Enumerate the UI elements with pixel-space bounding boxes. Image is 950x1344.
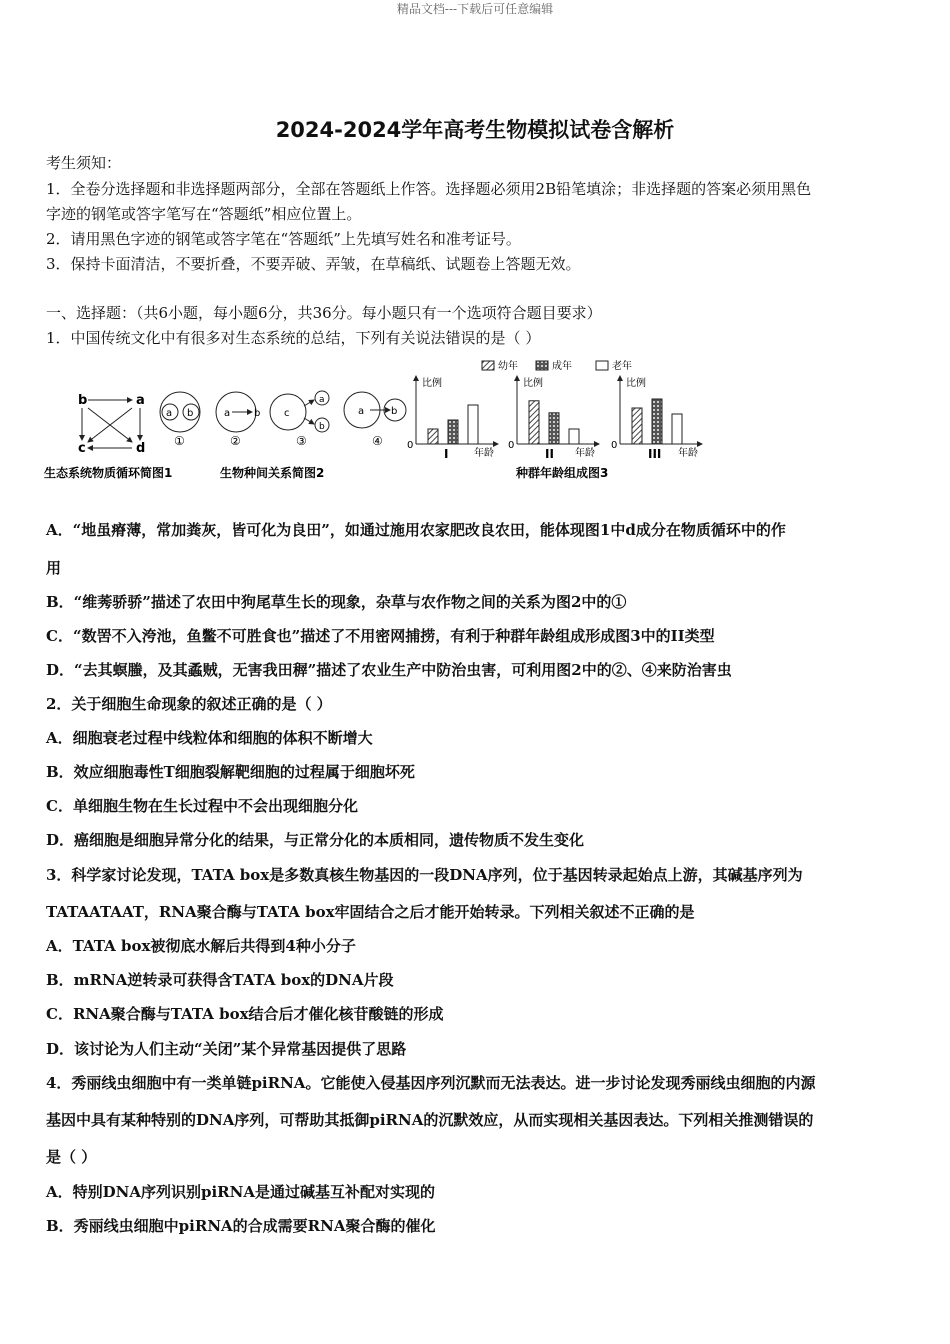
chart-2-zero: 0 xyxy=(508,440,515,451)
species-c: c xyxy=(284,408,290,419)
q2-option-c: C．单细胞生物在生长过程中不会出现细胞分化 xyxy=(46,797,358,815)
notice-item-1: 1．全卷分选择题和非选择题两部分，全部在答题纸上作答。选择题必须用2B铅笔填涂；非选择题的答案必须用黑色 xyxy=(46,180,812,198)
chart-2-ylabel: 比例 xyxy=(523,378,543,389)
species-b-4: b xyxy=(391,406,398,417)
q1-option-d: D．“去其螟螣，及其蟊贼，无害我田稺”描述了农业生产中防治虫害，可利用图2中的②、④来防治害虫 xyxy=(46,661,732,679)
chart-2-bar-1 xyxy=(529,401,539,444)
circle-label-2: ② xyxy=(230,434,241,448)
caption-figure-1: 生态系统物质循环简图1 xyxy=(44,466,173,480)
chart-2-xlabel: 年龄 xyxy=(575,448,595,459)
chart-3-bar-2 xyxy=(652,399,662,444)
question-1-figure xyxy=(40,352,720,492)
q1-option-a-cont: 用 xyxy=(46,559,62,577)
question-3-stem-cont: TATAATAAT，RNA聚合酶与TATA box牢固结合之后才能开始转录。下列相关叙述不正确的是 xyxy=(46,903,695,921)
chart-1-bar-3 xyxy=(468,405,478,444)
chart-2-title: II xyxy=(545,447,554,461)
q2-option-d: D．癌细胞是细胞异常分化的结果，与正常分化的本质相同，遗传物质不发生变化 xyxy=(46,831,585,849)
legend-young: 幼年 xyxy=(498,361,518,372)
chart-1-title: I xyxy=(444,447,449,461)
q3-option-b: B．mRNA逆转录可获得含TATA box的DNA片段 xyxy=(46,971,394,989)
q1-option-b: B．“维莠骄骄”描述了农田中狗尾草生长的现象，杂草与农作物之间的关系为图2中的① xyxy=(46,593,627,611)
chart-3-bar-1 xyxy=(632,408,642,444)
chart-2-bar-3 xyxy=(569,429,579,444)
caption-figure-2: 生物种间关系简图2 xyxy=(220,466,325,480)
q3-option-d: D．该讨论为人们主动“关闭”某个异常基因提供了思路 xyxy=(46,1040,407,1058)
question-4-stem: 4．秀丽线虫细胞中有一类单链piRNA。它能使入侵基因序列沉默而无法表达。进一步讨论发现秀丽线虫细胞的内源 xyxy=(46,1074,816,1092)
cycle-node-d: d xyxy=(136,441,146,456)
chart-1-bar-2 xyxy=(448,420,458,444)
q4-option-a: A．特别DNA序列识别piRNA是通过碱基互补配对实现的 xyxy=(46,1183,435,1201)
notice-heading: 考生须知： xyxy=(46,154,122,172)
cycle-node-a: a xyxy=(136,393,145,408)
page-title: 2024-2024学年高考生物模拟试卷含解析 xyxy=(275,118,675,142)
q3-option-a: A．TATA box被彻底水解后共得到4种小分子 xyxy=(46,937,356,955)
species-a-4: a xyxy=(358,406,365,417)
question-2-stem: 2．关于细胞生命现象的叙述正确的是（ ） xyxy=(46,695,332,713)
q3-option-c: C．RNA聚合酶与TATA box结合后才催化核苷酸链的形成 xyxy=(46,1005,444,1023)
chart-3-xlabel: 年龄 xyxy=(678,448,698,459)
legend-swatch-adult xyxy=(536,361,548,370)
chart-1-ylabel: 比例 xyxy=(422,378,442,389)
cycle-node-c: c xyxy=(78,441,86,456)
q1-option-c: C．“数罟不入洿池，鱼鳖不可胜食也”描述了不用密网捕捞，有利于种群年龄组成形成图3中的II类型 xyxy=(46,627,715,645)
q1-option-a: A．“地虽瘠薄，常加粪灰，皆可化为良田”，如通过施用农家肥改良农田，能体现图1中d成分在物质循环中的作 xyxy=(46,521,786,539)
species-a-3: a xyxy=(319,395,325,405)
species-a-2: a xyxy=(224,408,231,419)
notice-item-2: 2．请用黑色字迹的钢笔或答字笔在“答题纸”上先填写姓名和准考证号。 xyxy=(46,230,521,248)
species-a-1: a xyxy=(166,408,173,419)
legend-swatch-old xyxy=(596,361,608,370)
circle-label-4: ④ xyxy=(372,434,383,448)
chart-1-bar-1 xyxy=(428,429,438,444)
chart-3-title: III xyxy=(648,447,662,461)
cycle-node-b: b xyxy=(78,393,88,408)
page-header: 精品文档---下载后可任意编辑 xyxy=(396,2,554,16)
chart-3-ylabel: 比例 xyxy=(626,378,646,389)
species-b-1: b xyxy=(187,408,194,419)
chart-2-bar-2 xyxy=(549,413,559,444)
legend-adult: 成年 xyxy=(552,361,572,372)
question-4-stem-end: 是（ ） xyxy=(46,1148,97,1166)
q2-option-a: A．细胞衰老过程中线粒体和细胞的体积不断增大 xyxy=(46,729,373,747)
circle-label-1: ① xyxy=(174,434,185,448)
notice-item-3: 3．保持卡面清洁，不要折叠，不要弄破、弄皱，在草稿纸、试题卷上答题无效。 xyxy=(46,255,581,273)
q4-option-b: B．秀丽线虫细胞中piRNA的合成需要RNA聚合酶的催化 xyxy=(46,1217,436,1235)
question-3-stem: 3．科学家讨论发现，TATA box是多数真核生物基因的一段DNA序列，位于基因转录起始点上游，其碱基序列为 xyxy=(46,866,803,884)
chart-3-zero: 0 xyxy=(611,440,618,451)
question-1-stem: 1．中国传统文化中有很多对生态系统的总结，下列有关说法错误的是（ ） xyxy=(46,329,541,347)
question-4-stem-cont: 基因中具有某种特别的DNA序列，可帮助其抵御piRNA的沉默效应，从而实现相关基因表达。下列相关推测错误的 xyxy=(46,1111,814,1129)
species-diagram xyxy=(160,391,406,480)
species-b-3: b xyxy=(319,422,325,432)
chart-3-bar-3 xyxy=(672,414,682,444)
legend-old: 老年 xyxy=(612,361,632,372)
legend-swatch-young xyxy=(482,361,494,370)
chart-1-xlabel: 年龄 xyxy=(474,448,494,459)
chart-1-zero: 0 xyxy=(407,440,414,451)
q2-option-b: B．效应细胞毒性T细胞裂解靶细胞的过程属于细胞坏死 xyxy=(46,763,415,781)
section-heading: 一、选择题：（共6小题，每小题6分，共36分。每小题只有一个选项符合题目要求） xyxy=(46,304,602,322)
circle-label-3: ③ xyxy=(296,434,307,448)
age-structure-charts xyxy=(407,359,702,480)
species-b-2: b xyxy=(254,408,261,419)
notice-item-1-cont: 字迹的钢笔或答字笔写在“答题纸”相应位置上。 xyxy=(46,205,362,223)
caption-figure-3: 种群年龄组成图3 xyxy=(516,466,609,480)
cycle-diagram xyxy=(44,393,172,480)
